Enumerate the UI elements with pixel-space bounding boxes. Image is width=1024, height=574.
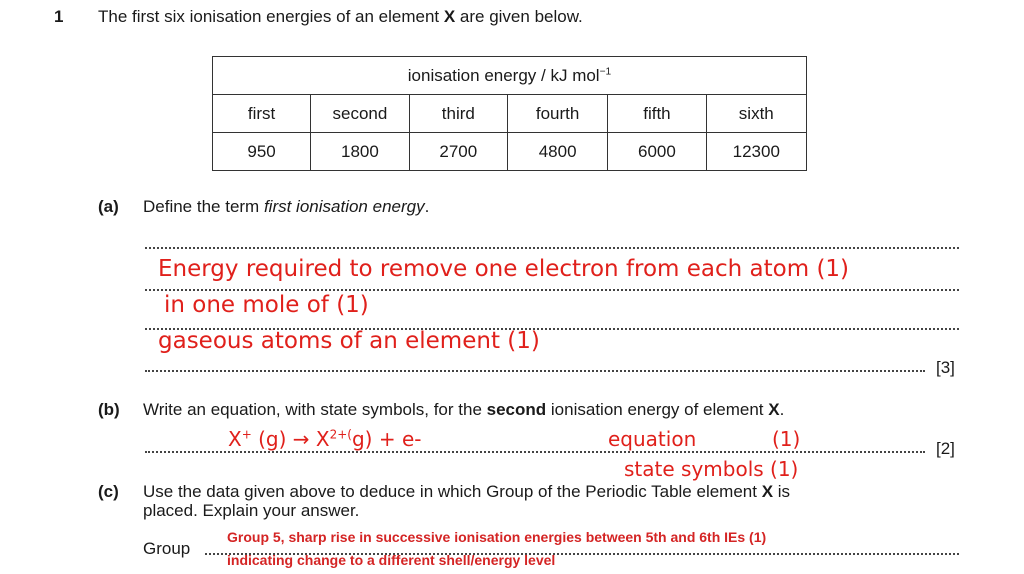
intro-text-pre: The first six ionisation energies of an element xyxy=(98,7,444,26)
part-c-text-post: is xyxy=(773,482,791,501)
part-c-label: (c) xyxy=(98,482,119,501)
part-a-answer-line-2: in one mole of (1) xyxy=(164,292,369,318)
part-a-answer-line-1: Energy required to remove one electron from each atom (1) xyxy=(158,256,850,282)
part-c-question-line-1 xyxy=(143,482,790,502)
part-a-label: (a) xyxy=(98,197,119,216)
part-b-mark-equation: equation xyxy=(608,427,697,451)
part-a-term: first ionisation energy xyxy=(263,197,425,216)
part-b-mark-state-symbols: state symbols (1) xyxy=(624,457,799,481)
part-a-question xyxy=(143,197,429,217)
part-c-answer-line-1: Group 5, sharp rise in successive ionisation energies between 5th and 6th IEs (1) xyxy=(227,529,767,545)
part-c-text-pre: Use the data given above to deduce in which Group of the Periodic Table element xyxy=(143,482,762,501)
part-c-element-x: X xyxy=(761,482,774,501)
table-header-unit-sup: −1 xyxy=(599,65,612,77)
table-col-header: fourth xyxy=(507,95,607,133)
answer-line xyxy=(145,289,959,291)
answer-line xyxy=(145,247,959,249)
part-b-text-end: . xyxy=(779,400,785,419)
eq-x: X xyxy=(228,427,242,451)
table-cell: 950 xyxy=(213,133,311,171)
group-label: Group xyxy=(143,539,191,558)
part-b-mark-equation-points: (1) xyxy=(772,427,801,451)
eq-end: g) + e- xyxy=(351,427,422,451)
table-cell: 1800 xyxy=(311,133,409,171)
table-header-text: ionisation energy / kJ mol xyxy=(407,65,600,85)
table-header-cell xyxy=(213,57,807,95)
table-columns-row xyxy=(213,95,807,133)
part-b-question xyxy=(143,400,784,420)
part-c-answer-line-2: indicating change to a different shell/energy level xyxy=(227,552,556,568)
table-col-header: sixth xyxy=(706,95,806,133)
part-c-question-line-2: placed. Explain your answer. xyxy=(143,501,360,520)
part-b-element-x: X xyxy=(768,400,780,419)
part-b-text-bold: second xyxy=(486,400,547,419)
part-a-text-post: . xyxy=(424,197,430,216)
eq-sup-plus: + xyxy=(241,427,252,442)
question-number: 1 xyxy=(54,7,64,26)
part-b-label: (b) xyxy=(98,400,120,419)
part-b-text-pre: Write an equation, with state symbols, for the xyxy=(143,400,487,419)
eq-mid: (g) → X xyxy=(251,427,330,451)
ionisation-energy-table xyxy=(212,56,807,171)
table-col-header: first xyxy=(213,95,311,133)
answer-line xyxy=(145,370,925,372)
table-col-header: fifth xyxy=(608,95,706,133)
table-cell: 2700 xyxy=(409,133,507,171)
answer-line xyxy=(145,451,925,453)
part-a-marks: [3] xyxy=(936,358,955,377)
part-a-answer-line-3: gaseous atoms of an element (1) xyxy=(158,328,540,354)
table-values-row xyxy=(213,133,807,171)
table-cell: 12300 xyxy=(706,133,806,171)
intro-text-post: are given below. xyxy=(455,7,583,26)
part-b-equation xyxy=(228,427,421,451)
table-col-header: second xyxy=(311,95,409,133)
part-b-marks: [2] xyxy=(936,439,955,458)
question-intro xyxy=(98,7,583,27)
table-cell: 6000 xyxy=(608,133,706,171)
table-cell: 4800 xyxy=(507,133,607,171)
intro-element-x: X xyxy=(443,7,456,26)
eq-sup-2plus: 2+( xyxy=(329,427,352,442)
part-a-text-pre: Define the term xyxy=(143,197,264,216)
part-b-text-post: ionisation energy of element xyxy=(546,400,769,419)
table-header-row xyxy=(213,57,807,95)
table-col-header: third xyxy=(409,95,507,133)
